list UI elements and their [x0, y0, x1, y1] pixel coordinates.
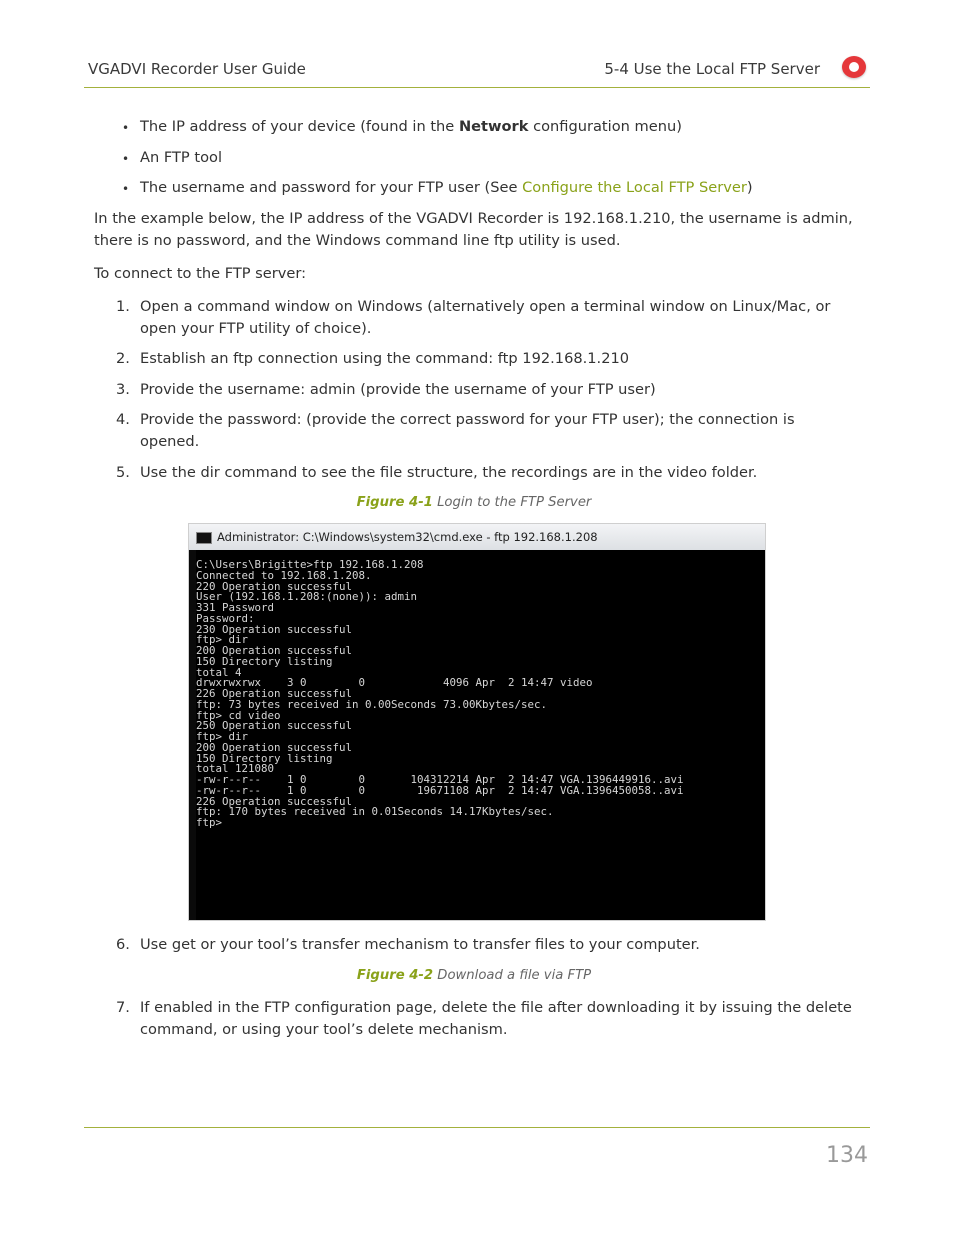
configure-ftp-link[interactable]: Configure the Local FTP Server [522, 179, 747, 196]
list-item: 3. Provide the username: admin (provide the username of your FTP user) [116, 380, 656, 398]
list-item: 1. Open a command window on Windows (alternatively open a terminal window on Linux/Mac, or open your FTP utility of choice). [116, 297, 831, 337]
steps-list [94, 934, 854, 956]
intro-paragraph: To connect to the FTP server: [94, 264, 307, 282]
section-title: 5-4 Use the Local FTP Server [604, 60, 820, 78]
list-item: 5. Use the dir command to see the file structure, the recordings are in the video folder. [116, 463, 758, 481]
cmd-output: C:\Users\Brigitte>ftp 192.168.1.208 Connected to 192.168.1.208. 220 Operation successful User (192.168.1.208:(none)): admin 331 Password Password: 230 Operation successful ftp> dir 200 Operation successful 150 Directory listing total 4 drwxrwxrwx 3 0 0 4096 Apr 2 14:47 video 226 Operation successful ftp: 73 bytes received in 0.00Seconds 73.00Kbytes/sec. ftp> cd video 250 Operation successful ftp> dir 200 Operation successful 150 Directory listing total 121080 -rw-r--r-- 1 0 0 104312214 Apr 2 14:47 VGA.1396449916..avi -rw-r--r-- 1 0 0 19671108 Apr 2 14:47 VGA.1396450058..avi 226 Operation successful ftp: 170 bytes received in 0.01Seconds 14.17Kbytes/sec. ftp> [196, 558, 684, 829]
list-item: 4. Provide the password: (provide the correct password for your FTP user); the connection is opened. [116, 411, 795, 450]
page-content [94, 116, 854, 1049]
requirements-list [94, 116, 854, 199]
figure-caption: Figure 4-2 Download a file via FTP [356, 967, 592, 983]
steps-list [94, 296, 854, 484]
figure-caption: Figure 4-1 Login to the FTP Server [356, 495, 592, 510]
record-logo-icon [842, 56, 866, 78]
cmd-title-bar: Administrator: C:\Windows\system32\cmd.exe - ftp 192.168.1.208 [189, 524, 765, 550]
list-item: • The username and password for your FTP user (See Configure the Local FTP Server) [94, 177, 854, 199]
console-icon [196, 532, 212, 544]
header-divider [84, 87, 870, 88]
list-item: 7. If enabled in the FTP configuration page, delete the file after downloading it by issuing the delete command, or using your tool’s delete mechanism. [116, 998, 852, 1038]
list-item: • An FTP tool [94, 147, 854, 169]
network-menu-name: Network [458, 118, 529, 135]
cmd-window-screenshot [189, 524, 765, 920]
document-title: VGADVI Recorder User Guide [88, 60, 306, 78]
cmd-border [189, 550, 196, 920]
list-item: 2. Establish an ftp connection using the command: ftp 192.168.1.210 [116, 350, 630, 367]
example-paragraph: In the example below, the IP address of the VGADVI Recorder is 192.168.1.210, the username is admin, there is no password, and the Windows command line ftp utility is used. [94, 209, 853, 249]
list-item: • The IP address of your device (found in the Network configuration menu) [94, 116, 854, 138]
list-item: 6. Use get or your tool’s transfer mechanism to transfer files to your computer. [116, 936, 700, 953]
page-number: 134 [826, 1143, 868, 1168]
footer-divider [84, 1127, 870, 1128]
steps-list [94, 997, 854, 1041]
